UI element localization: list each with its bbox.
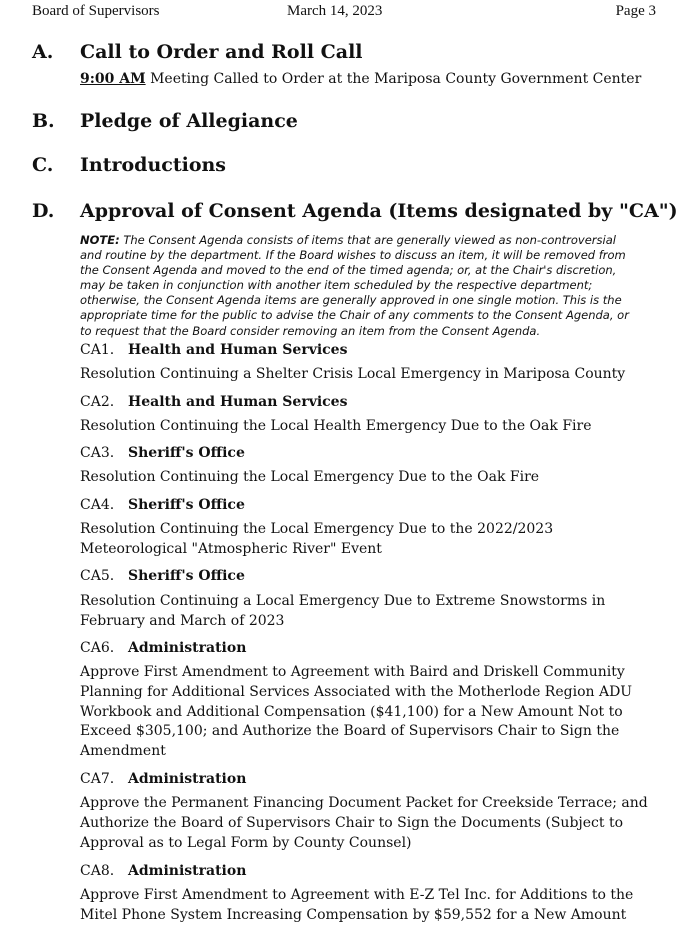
section-title: Pledge of Allegiance [80, 110, 298, 132]
item-department: Health and Human Services [128, 394, 348, 410]
call-to-order-text: Meeting Called to Order at the Mariposa County Government Center [145, 71, 642, 87]
agenda-item-description: Approve the Permanent Financing Document Packet for Creekside Terrace; and Authorize the Board of Supervisors Chair to Sign the Documents (Subject to Approval as to Legal Form by County Counsel) [80, 795, 648, 851]
call-to-order-line [80, 71, 641, 87]
item-number: CA3. [80, 445, 115, 461]
agenda-item-header [80, 394, 347, 410]
consent-agenda-note [80, 233, 658, 339]
item-department: Administration [128, 771, 247, 787]
section-letter: A. [32, 41, 54, 63]
section-letter: C. [32, 154, 54, 176]
header-date: March 14, 2023 [287, 3, 383, 19]
item-number: CA5. [80, 568, 115, 584]
agenda-item-header [80, 445, 245, 461]
agenda-item-description: Resolution Continuing the Local Emergency Due to the 2022/2023 Meteorological "Atmospheric River" Event [80, 521, 554, 557]
header-page-number: Page 3 [615, 3, 656, 19]
note-label: NOTE: [80, 233, 120, 247]
agenda-item-description: Resolution Continuing a Shelter Crisis Local Emergency in Mariposa County [80, 366, 626, 382]
section-letter: B. [32, 110, 55, 132]
note-text: The Consent Agenda consists of items that are generally viewed as non-controversial and routine by the department. If the Board wishes to discuss an item, it will be removed from the Consent Agenda and moved to the end of the timed agenda; or, at the Chair's discretion, may be taken in conjunction with another item scheduled by the respective department; otherwise, the Consent Agenda items are generally approved in one single motion. This is the appropriate time for the public to advise the Chair of any comments to the Consent Agenda, or to request that the Board consider removing an item from the Consent Agenda. [80, 233, 629, 338]
agenda-item-description: Approve First Amendment to Agreement with E-Z Tel Inc. for Additions to the Mitel Phone System Increasing Compensation by $59,552 for a New Amount [80, 887, 634, 923]
agenda-item-description: Resolution Continuing the Local Emergency Due to the Oak Fire [80, 469, 540, 485]
item-department: Administration [128, 863, 247, 879]
item-department: Sheriff's Office [128, 568, 245, 584]
page-header [32, 3, 656, 23]
item-department: Health and Human Services [128, 342, 348, 358]
item-number: CA8. [80, 863, 115, 879]
item-department: Sheriff's Office [128, 497, 245, 513]
section-title: Approval of Consent Agenda (Items designated by "CA") [80, 200, 678, 222]
meeting-time: 9:00 AM [80, 71, 146, 87]
section-title: Introductions [80, 154, 227, 176]
item-number: CA2. [80, 394, 115, 410]
section-letter: D. [32, 200, 55, 222]
item-number: CA6. [80, 640, 115, 656]
item-department: Sheriff's Office [128, 445, 245, 461]
item-department: Administration [128, 640, 247, 656]
agenda-item-description: Resolution Continuing the Local Health Emergency Due to the Oak Fire [80, 418, 592, 434]
header-board-name: Board of Supervisors [32, 3, 160, 19]
agenda-item-header [80, 497, 245, 513]
item-number: CA1. [80, 342, 115, 358]
agenda-item-header [80, 771, 246, 787]
agenda-item-header [80, 568, 245, 584]
agenda-item-description: Approve First Amendment to Agreement with Baird and Driskell Community Planning for Additional Services Associated with the Motherlode Region ADU Workbook and Additional Compensation ($41,100) for a New Amount Not to Exceed $305,100; and Authorize the Board of Supervisors Chair to Sign the Amendment [80, 664, 633, 760]
section-title: Call to Order and Roll Call [80, 41, 363, 63]
item-number: CA7. [80, 771, 115, 787]
agenda-item-description: Resolution Continuing a Local Emergency Due to Extreme Snowstorms in February and March of 2023 [80, 593, 606, 629]
agenda-item-header [80, 863, 246, 879]
item-number: CA4. [80, 497, 115, 513]
agenda-item-header [80, 342, 347, 358]
agenda-item-header [80, 640, 246, 656]
